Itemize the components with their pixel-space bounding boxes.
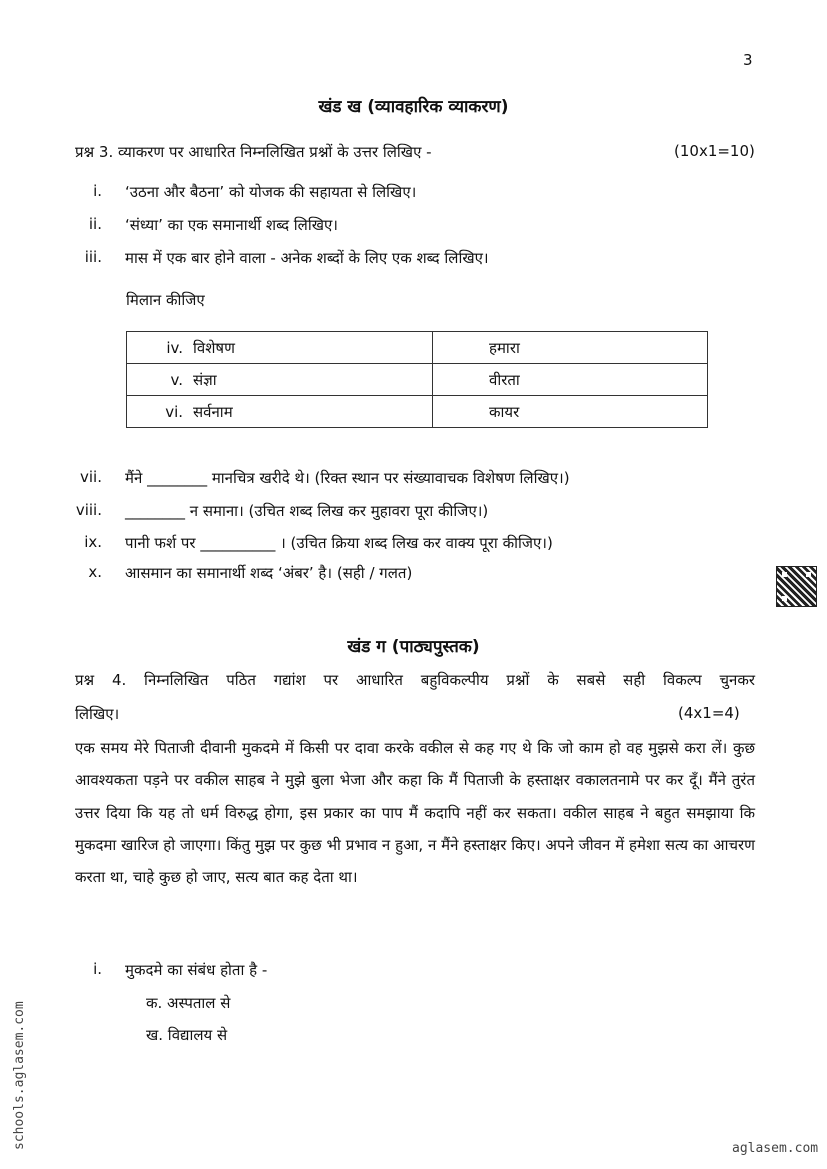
question-4-marks: (4x1=4) xyxy=(678,704,740,722)
question-item: मैंने ________ मानचित्र खरीदे थे। (रिक्त स्थान पर संख्यावाचक विशेषण लिखिए।) xyxy=(125,469,570,487)
mcq-option: ख. विद्यालय से xyxy=(146,1026,228,1044)
section-b-heading: खंड ख (व्यावहारिक व्याकरण) xyxy=(318,97,509,117)
match-label: मिलान कीजिए xyxy=(126,291,205,309)
item-number: i. xyxy=(93,960,102,978)
question-item: आसमान का समानार्थी शब्द ‘अंबर’ है। (सही / गलत) xyxy=(125,564,413,582)
mcq-question: मुकदमे का संबंध होता है - xyxy=(125,961,268,979)
mcq-option: क. अस्पताल से xyxy=(146,994,231,1012)
row-number: iv. xyxy=(166,338,183,357)
item-number: x. xyxy=(88,563,102,581)
row-number: vi. xyxy=(165,402,183,421)
item-number: viii. xyxy=(75,501,102,519)
question-4: प्रश्न 4. निम्नलिखित पठित गद्यांश पर आधारित बहुविकल्पीय प्रश्नों के सबसे सही विकल्प चुनकर xyxy=(75,671,755,689)
question-4-cont: लिखिए। xyxy=(75,705,120,723)
item-number: vii. xyxy=(80,468,102,486)
match-right: वीरता xyxy=(433,364,708,396)
side-watermark: schools.aglasem.com xyxy=(12,1001,27,1150)
match-left: विशेषण xyxy=(193,338,235,357)
match-right: कायर xyxy=(433,396,708,428)
passage: एक समय मेरे पिताजी दीवानी मुकदमे में किसी पर दावा करके वकील से कह गए थे कि जो काम हो वह मुझसे करा लें। कुछ आवश्यकता पड़ने पर वकील साहब ने मुझे बुला भेजा और कहा कि मैं पिताजी के हस्ताक्षर वकालतनामे पर कर दूँ। मैंने तुरंत उत्तर दिया कि यह तो धर्म विरुद्ध होगा, इस प्रकार का पाप मैं कदापि नहीं कर सकता। वकील साहब ने बहुत समझाया कि मुकदमा खारिज हो जाएगा। किंतु मुझ पर कुछ भी प्रभाव न हुआ, न मैंने हस्ताक्षर किए। अपने जीवन में हमेशा सत्य का आचरण करता था, चाहे कुछ हो जाए, सत्य बात कह देता था। xyxy=(75,739,755,887)
table-row xyxy=(127,364,708,396)
item-number: iii. xyxy=(84,248,102,266)
question-item: ‘उठना और बैठना’ को योजक की सहायता से लिखिए। xyxy=(125,183,417,201)
question-item: पानी फर्श पर __________ । (उचित क्रिया शब्द लिख कर वाक्य पूरा कीजिए।) xyxy=(125,534,553,552)
match-left: संज्ञा xyxy=(193,370,217,389)
bottom-watermark: aglasem.com xyxy=(732,1141,819,1156)
match-left: सर्वनाम xyxy=(193,402,233,421)
question-3: प्रश्न 3. व्याकरण पर आधारित निम्नलिखित प्रश्नों के उत्तर लिखिए - xyxy=(75,143,432,161)
section-c-heading: खंड ग (पाठ्यपुस्तक) xyxy=(347,637,480,657)
question-item: ‘संध्या’ का एक समानार्थी शब्द लिखिए। xyxy=(125,216,338,234)
item-number: i. xyxy=(93,182,102,200)
item-number: ix. xyxy=(84,533,102,551)
question-item: ________ न समाना। (उचित शब्द लिख कर मुहावरा पूरा कीजिए।) xyxy=(125,502,489,520)
row-number: v. xyxy=(170,370,183,389)
match-right: हमारा xyxy=(433,332,708,364)
table-row xyxy=(127,332,708,364)
question-item: मास में एक बार होने वाला - अनेक शब्दों के लिए एक शब्द लिखिए। xyxy=(125,249,489,267)
page-number: 3 xyxy=(743,51,753,69)
qr-code-icon xyxy=(776,566,817,607)
item-number: ii. xyxy=(88,215,102,233)
match-table xyxy=(126,331,708,428)
question-3-marks: (10x1=10) xyxy=(674,142,755,160)
table-row xyxy=(127,396,708,428)
